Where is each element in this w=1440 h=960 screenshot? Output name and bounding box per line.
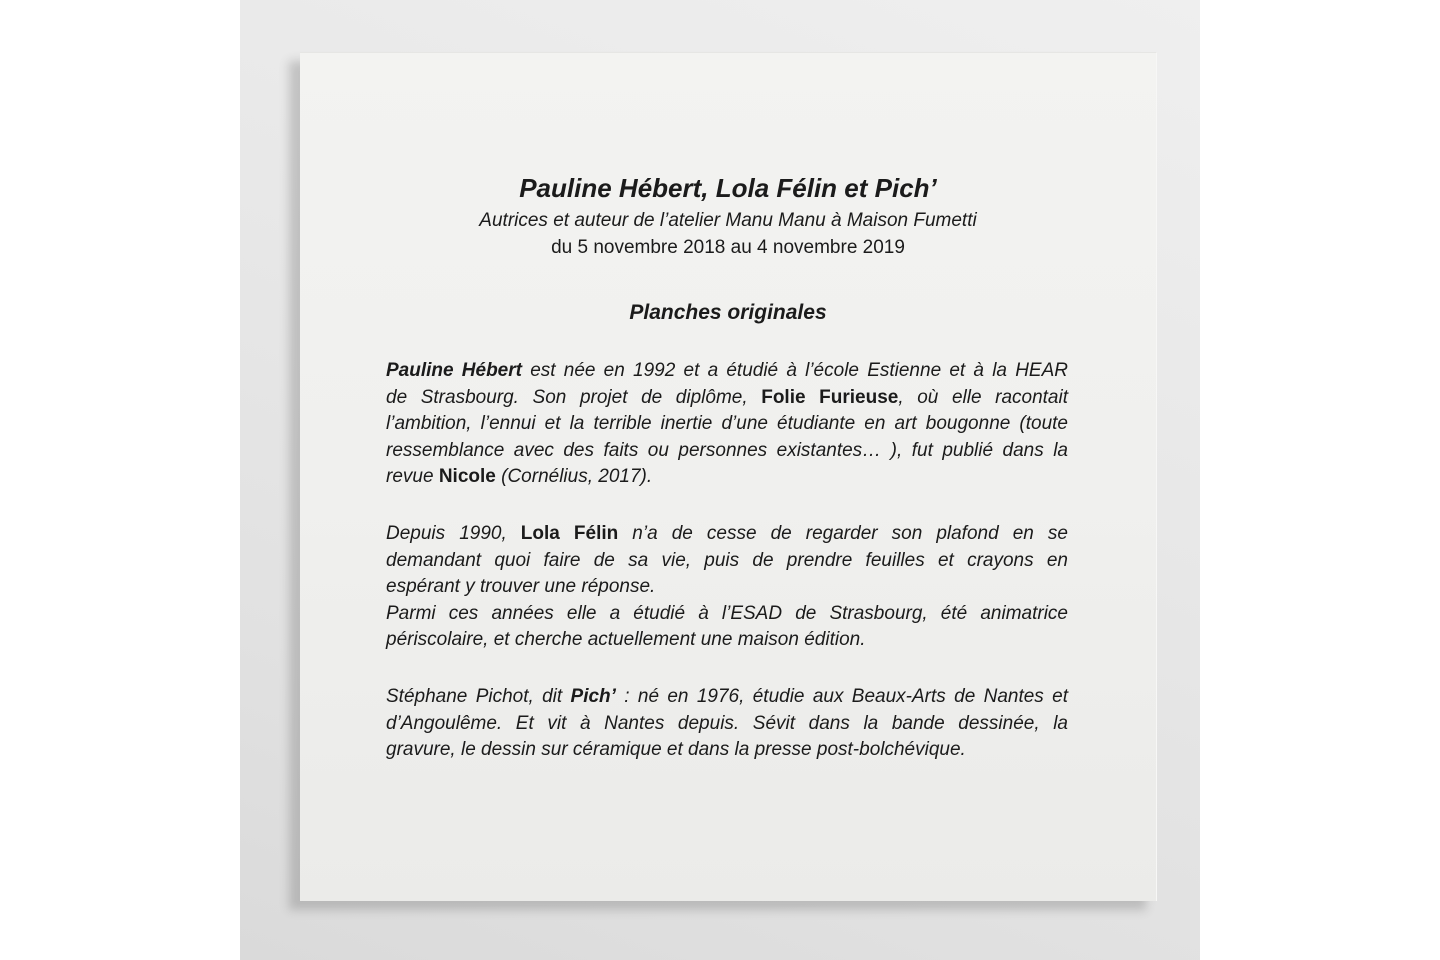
bio-line [386,358,1068,385]
bio-text: espérant y trouver une réponse. [386,576,656,598]
bio-line [386,438,1068,465]
bio-line [386,737,1068,764]
exhibition-dates: du 5 novembre 2018 au 4 novembre 2019 [551,237,905,258]
bio-line [386,464,1068,491]
bio-line [386,711,1068,738]
bio-text: ressemblance avec des faits ou personnes existantes… ), fut publié dans la [386,439,1068,461]
gallery-wall-photo [240,0,1200,960]
bio-line [386,385,1068,412]
bio-line [386,684,1068,711]
bio-line [386,601,1068,628]
bio-text: revue [386,466,439,488]
bio-line [386,574,1068,601]
artist-name: Pich’ [570,685,616,707]
bio-paragraph-lola-felin [386,521,1068,654]
bio-text: (Cornélius, 2017). [495,466,653,488]
bio-text: , où elle racontait [898,386,1068,408]
bio-paragraph-pauline-hebert [386,358,1068,491]
section-heading: Planches originales [629,301,827,324]
panel-subtitle: Autrices et auteur de l’atelier Manu Manu à Maison Fumetti [479,210,977,231]
panel-title: Pauline Hébert, Lola Félin et Pich’ [519,173,937,203]
artist-name: Pauline Hébert [386,360,522,381]
artist-bios [386,358,1068,794]
bio-text: Depuis 1990, [386,522,521,544]
bio-text: l’ambition, l’ennui et la terrible inertie d’une étudiante en art bougonne (toute [386,413,1068,435]
bio-text: est née en 1992 et a étudié à l’école Estienne et à la HEAR [521,360,1068,381]
bio-line [386,627,1068,654]
bio-text: n’a de cesse de regarder son plafond en se [618,522,1068,544]
bio-text: périscolaire, et cherche actuellement une maison édition. [386,629,866,651]
bio-text: gravure, le dessin sur céramique et dans la presse post-bolchévique. [386,739,966,761]
bio-text: de Strasbourg. Son projet de diplôme, [386,386,762,408]
bio-text: Parmi ces années elle a étudié à l’ESAD de Strasbourg, été animatrice [386,602,1068,624]
bio-text: : né en 1976, étudie aux Beaux-Arts de Nantes et [615,685,1068,707]
bio-line [386,548,1068,575]
artist-name: Lola Félin [520,522,619,544]
publication-title: Nicole [438,466,496,488]
bio-text: Stéphane Pichot, dit [386,685,571,707]
bio-text: d’Angoulême. Et vit à Nantes depuis. Sévit dans la bande dessinée, la [386,712,1068,734]
work-title: Folie Furieuse [761,386,899,408]
bio-paragraph-pich [386,684,1068,764]
exhibition-panel [300,52,1157,901]
bio-line [386,521,1068,548]
bio-line [386,411,1068,438]
bio-text: demandant quoi faire de sa vie, puis de prendre feuilles et crayons en [386,549,1068,571]
